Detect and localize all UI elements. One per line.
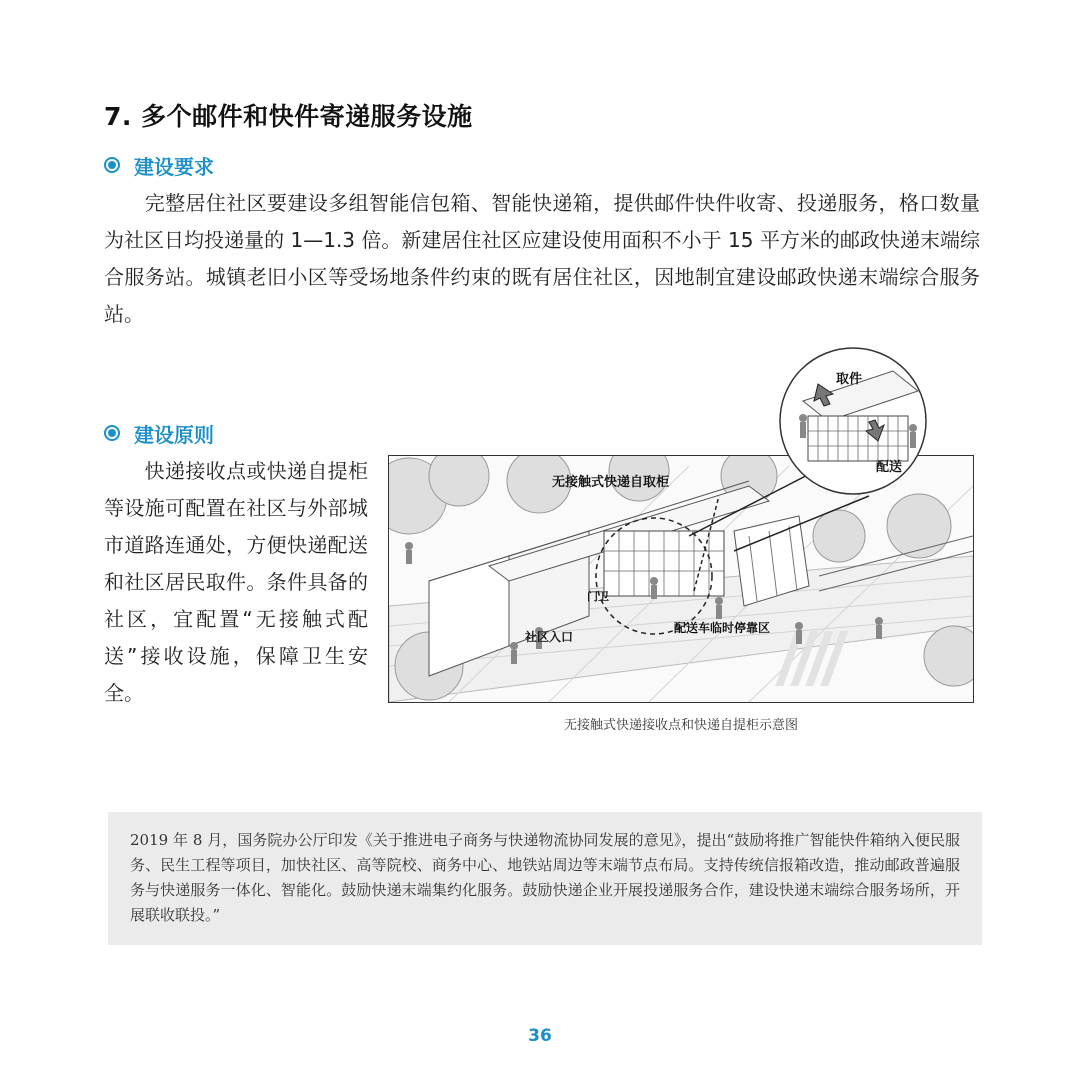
circle-bullet-icon <box>104 425 120 441</box>
delivery-label: 配送 <box>876 460 903 475</box>
page-number: 36 <box>528 1026 552 1046</box>
locker-detail-inset <box>778 346 928 496</box>
figure-caption: 无接触式快递接收点和快递自提柜示意图 <box>563 718 798 733</box>
section-heading-requirements <box>104 150 214 180</box>
section-heading-label: 建设原则 <box>134 422 214 447</box>
parking-label: 配送车临时停靠区 <box>674 621 771 635</box>
section-heading-label: 建设要求 <box>134 154 214 179</box>
page-title: 7. 多个邮件和快件寄递服务设施 <box>104 102 473 131</box>
locker-label: 无接触式快递自取柜 <box>552 475 670 490</box>
entrance-label: 社区入口 <box>525 630 574 644</box>
locker-detail-illustration <box>778 346 928 496</box>
requirements-paragraph: 完整居住社区要建设多组智能信包箱、智能快递箱，提供邮件快件收寄、投递服务，格口数量为社区日均投递量的 1—1.3 倍。新建居住社区应建设使用面积不小于 15 平方米的邮政快递末端综合服务站。城镇老旧小区等受场地条件约束的既有居住社区，因地制宜建设邮政快递末端综合服务站。 <box>104 191 980 326</box>
section-heading-principles <box>104 418 214 448</box>
principles-paragraph: 快递接收点或快递自提柜等设施可配置在社区与外部城市道路连通处，方便快递配送和社区居民取件。条件具备的社区，宜配置“无接触式配送”接收设施，保障卫生安全。 <box>104 459 368 705</box>
policy-quote-box: 2019 年 8 月，国务院办公厅印发《关于推进电子商务与快递物流协同发展的意见》，提出“鼓励将推广智能快件箱纳入便民服务、民生工程等项目，加快社区、高等院校、商务中心、地铁站周边等末端节点布局。支持传统信报箱改造，推动邮政普遍服务与快递服务一体化、智能化。鼓励快递末端集约化服务。鼓励快递企业开展投递服务合作，建设快递末端综合服务场所，开展联收联投。” <box>108 812 982 945</box>
circle-bullet-icon <box>104 157 120 173</box>
pickup-label: 取件 <box>836 372 863 387</box>
guard-label: 门卫 <box>587 590 609 603</box>
